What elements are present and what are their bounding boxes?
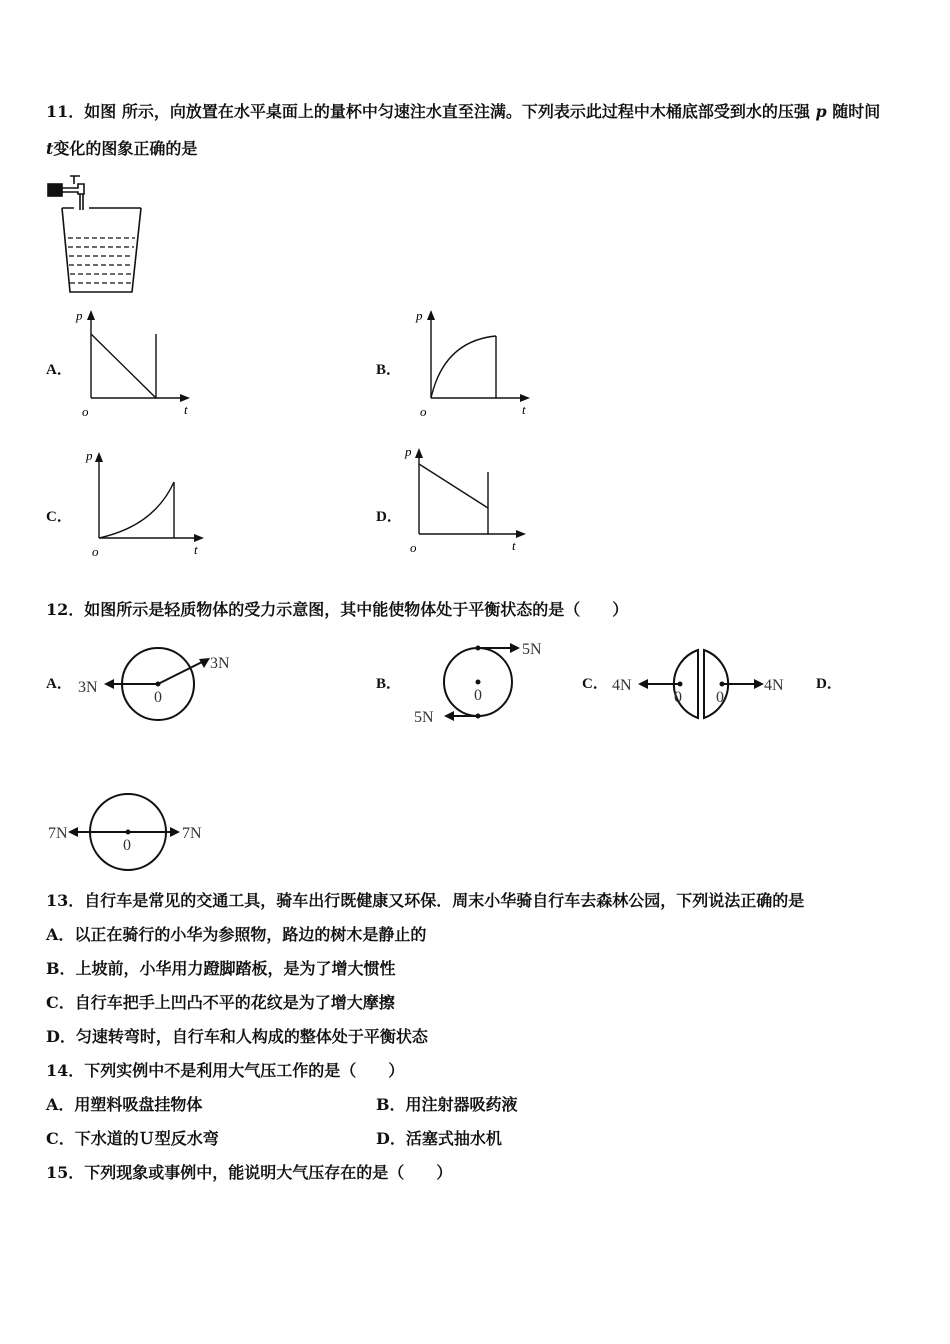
option-text: 用塑料吸盘挂物体 — [74, 1095, 203, 1114]
q15-stem — [46, 1163, 452, 1183]
force-left-label: 4N — [612, 677, 632, 694]
q12-option-d-figure[interactable] — [46, 790, 226, 880]
option-text: 活塞式抽水机 — [405, 1129, 502, 1148]
q13-stem — [46, 891, 804, 911]
q11-option-c-graph[interactable] — [84, 446, 214, 561]
q11-option-b-graph[interactable] — [414, 306, 544, 421]
force-bottom-label: 5N — [414, 709, 434, 726]
q11-text-tail: 随时间 — [832, 102, 881, 121]
center-label: 0 — [123, 837, 131, 854]
axis-p-label: p — [416, 308, 423, 323]
center-left-label: 0 — [674, 689, 682, 706]
q12-stem — [46, 600, 628, 620]
option-label: D． — [376, 1129, 406, 1148]
center-label: 0 — [154, 689, 162, 706]
q11-text: 如图 所示，向放置在水平桌面上的量杯中匀速注水直至注满。下列表示此过程中木桶底部受到水的压强 — [84, 102, 810, 121]
q11-option-a-graph[interactable] — [74, 306, 204, 421]
origin-label: o — [92, 544, 99, 559]
option-label: A． — [46, 925, 75, 944]
q11-option-d-label[interactable]: D． — [376, 509, 402, 525]
beaker-figure — [44, 172, 154, 297]
center-label: 0 — [474, 687, 482, 704]
q13-option-b[interactable] — [46, 959, 396, 979]
q12-option-b-label[interactable]: B． — [376, 676, 402, 692]
axis-t-label: t — [184, 402, 188, 417]
origin-label: o — [420, 404, 427, 419]
option-text: 匀速转弯时，自行车和人构成的整体处于平衡状态 — [75, 1027, 428, 1046]
q12-text: 如图所示是轻质物体的受力示意图，其中能使物体处于平衡状态的是（ ） — [84, 600, 629, 619]
q12-number: 12． — [46, 600, 85, 619]
q11-var-p: p — [815, 102, 827, 121]
q14-stem — [46, 1061, 404, 1081]
q14-option-c[interactable] — [46, 1129, 219, 1149]
option-label: B． — [46, 959, 76, 978]
q11-var-t: t — [46, 139, 54, 158]
option-label: D． — [46, 1027, 76, 1046]
q15-number: 15． — [46, 1163, 85, 1182]
force-right-label: 4N — [764, 677, 784, 694]
q11-text-line2: 变化的图象正确的是 — [53, 139, 198, 158]
option-label: C． — [46, 993, 75, 1012]
q11-option-c-label[interactable]: C． — [46, 509, 72, 525]
q13-number: 13． — [46, 891, 85, 910]
q12-option-c-figure[interactable] — [610, 640, 810, 730]
q12-option-a-figure[interactable] — [70, 640, 250, 730]
center-right-label: 0 — [716, 689, 724, 706]
q12-option-c-label[interactable]: C． — [582, 676, 608, 692]
q12-option-d-label[interactable]: D． — [816, 676, 842, 692]
force-right-label: 7N — [182, 825, 202, 842]
q14-number: 14． — [46, 1061, 85, 1080]
force-top-label: 5N — [522, 641, 542, 658]
q14-option-a[interactable] — [46, 1095, 202, 1115]
axis-p-label: p — [86, 448, 93, 463]
option-label: C． — [46, 1129, 75, 1148]
q13-option-a[interactable] — [46, 925, 426, 945]
q11-option-a-label[interactable]: A． — [46, 362, 72, 378]
force-right-label: 3N — [210, 655, 230, 672]
origin-label: o — [82, 404, 89, 419]
axis-t-label: t — [512, 538, 516, 553]
option-text: 下水道的Ｕ型反水弯 — [74, 1129, 219, 1148]
q15-text: 下列现象或事例中，能说明大气压存在的是（ ） — [84, 1163, 453, 1182]
option-text: 以正在骑行的小华为参照物，路边的树木是静止的 — [74, 925, 427, 944]
axis-t-label: t — [194, 542, 198, 557]
axis-p-label: p — [405, 444, 412, 459]
option-label: B． — [376, 1095, 406, 1114]
option-text: 用注射器吸药液 — [405, 1095, 518, 1114]
option-label: A． — [46, 1095, 75, 1114]
q14-text: 下列实例中不是利用大气压工作的是（ ） — [84, 1061, 405, 1080]
q13-option-d[interactable] — [46, 1027, 428, 1047]
option-text: 自行车把手上凹凸不平的花纹是为了增大摩擦 — [74, 993, 395, 1012]
q13-text: 自行车是常见的交通工具，骑车出行既健康又环保．周末小华骑自行车去森林公园，下列说法正确的是 — [84, 891, 805, 910]
axis-t-label: t — [522, 402, 526, 417]
force-left-label: 3N — [78, 679, 98, 696]
q11-stem-line1 — [46, 102, 880, 122]
q11-option-b-label[interactable]: B． — [376, 362, 402, 378]
q13-option-c[interactable] — [46, 993, 395, 1013]
origin-label: o — [410, 540, 417, 555]
q14-option-d[interactable] — [376, 1129, 502, 1149]
q11-stem-line2 — [46, 139, 197, 159]
q12-option-b-figure[interactable] — [408, 634, 558, 734]
force-left-label: 7N — [48, 825, 68, 842]
option-text: 上坡前，小华用力蹬脚踏板，是为了增大惯性 — [75, 959, 396, 978]
q14-option-b[interactable] — [376, 1095, 518, 1115]
axis-p-label: p — [76, 308, 83, 323]
q11-option-d-graph[interactable] — [402, 442, 532, 557]
q12-option-a-label[interactable]: A． — [46, 676, 72, 692]
q11-number: 11． — [46, 102, 85, 121]
